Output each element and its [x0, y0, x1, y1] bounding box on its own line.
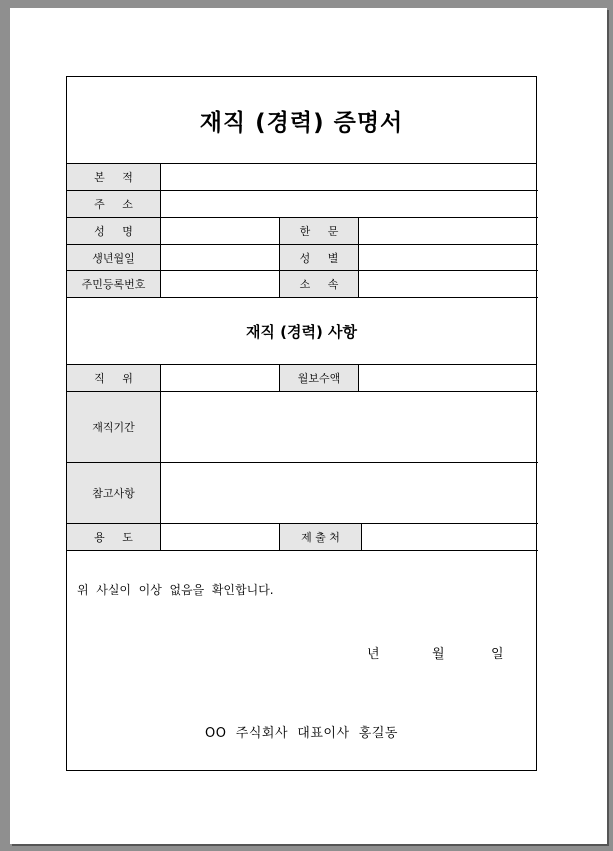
- address-field[interactable]: [161, 191, 538, 218]
- address-label: 주 소: [67, 191, 161, 218]
- document-page: [10, 8, 607, 844]
- resident-number-field[interactable]: [161, 271, 280, 298]
- remarks-field[interactable]: [161, 463, 538, 524]
- name-field[interactable]: [161, 218, 280, 245]
- position-label: 직 위: [67, 365, 161, 392]
- issuer-signature: OO 주식회사 대표이사 홍길동: [205, 726, 398, 741]
- monthly-pay-field[interactable]: [359, 365, 538, 392]
- resident-number-label: 주민등록번호: [67, 271, 161, 298]
- certificate-form: [66, 76, 537, 771]
- domicile-label: 본 적: [67, 164, 161, 191]
- date-month: 월: [432, 647, 445, 662]
- gender-label: 성 별: [280, 245, 359, 271]
- domicile-field[interactable]: [161, 164, 538, 191]
- purpose-label: 용 도: [67, 524, 161, 551]
- hanmun-label: 한 문: [280, 218, 359, 245]
- hanmun-field[interactable]: [359, 218, 538, 245]
- monthly-pay-label: 월보수액: [280, 365, 359, 392]
- birthdate-field[interactable]: [161, 245, 280, 271]
- submit-to-label: 제 출 처: [280, 524, 362, 551]
- department-label: 소 속: [280, 271, 359, 298]
- employment-period-field[interactable]: [161, 392, 538, 463]
- submit-to-field[interactable]: [362, 524, 538, 551]
- confirmation-text: 위 사실이 이상 없음을 확인합니다.: [77, 583, 274, 597]
- department-field[interactable]: [359, 271, 538, 298]
- date-day: 일: [491, 647, 504, 662]
- purpose-field[interactable]: [161, 524, 280, 551]
- birthdate-label: 생년월일: [67, 245, 161, 271]
- remarks-label: 참고사항: [67, 463, 161, 524]
- document-title: 재직 (경력) 증명서: [67, 77, 536, 164]
- name-label: 성 명: [67, 218, 161, 245]
- employment-period-label: 재직기간: [67, 392, 161, 463]
- date-year: 년: [367, 647, 380, 662]
- position-field[interactable]: [161, 365, 280, 392]
- gender-field[interactable]: [359, 245, 538, 271]
- section-title: 재직 (경력) 사항: [67, 298, 536, 365]
